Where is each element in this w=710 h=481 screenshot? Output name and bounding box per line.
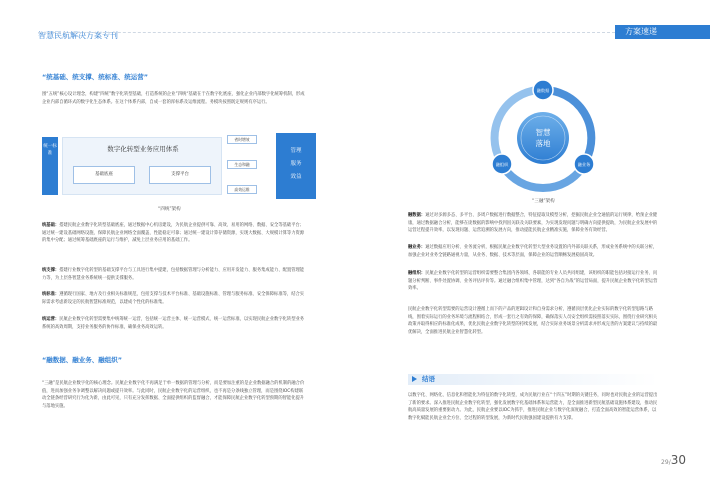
diagram-left-block: 统一标准 xyxy=(42,137,58,195)
three-merge-diagram xyxy=(478,78,608,198)
cycle-center-circle xyxy=(517,112,569,164)
right-item-org xyxy=(408,270,660,293)
item-support-label: 统支撑： xyxy=(42,268,60,273)
item-standard-label: 统标准： xyxy=(42,292,60,297)
item-operation xyxy=(42,316,306,331)
right-item-business-text: 通过数据应用分析、业务流分析，根据民航企业数字化转型大型业务设置的内外部关联关系，形成业务系统中的关联分析，加强企业对业务全链路通视力量，从业务、数据、技术等层面，保障企业的运营顺畅发展稳固高效。 xyxy=(408,245,658,258)
cycle-center-line1: 智慧 xyxy=(535,128,551,137)
page-number-right: 30 xyxy=(670,453,686,467)
section-banner xyxy=(615,25,710,39)
page-number-left: 29 xyxy=(661,459,669,466)
diagram-box-support: 支撑平台 xyxy=(149,166,211,184)
cycle-node-org-label: 融组织 xyxy=(495,162,509,167)
right-item-business xyxy=(408,244,660,259)
cycle-center-line2: 落地 xyxy=(535,139,551,148)
diagram-right-item-1: 管理 xyxy=(290,148,302,154)
diagram-right-item-2: 服务 xyxy=(290,161,302,167)
section-banner-label: 方案速递 xyxy=(625,27,657,36)
diagram-tag-1: 省时增效 xyxy=(227,135,257,144)
diagram-box-base: 基础底座 xyxy=(73,166,135,184)
item-standard xyxy=(42,291,306,306)
item-support-text: 搭建行业数字化转型的基础支撑平台与工具进行集中提建，包括数据管理与分析能力、应用开发能力、服务集成能力、配置管理能力等，为上层各智慧业务系统统一提供支撑服务。 xyxy=(42,268,305,281)
four-unify-diagram xyxy=(42,125,302,203)
section2-title: “融数据、融业务、融组织” xyxy=(42,356,123,364)
header-divider xyxy=(38,32,615,33)
item-support xyxy=(42,267,306,282)
item-base-label: 统基础： xyxy=(42,223,60,228)
diagram-main-box xyxy=(62,137,222,195)
diagram-tag-2: 生态和融 xyxy=(227,160,257,169)
right-item-data xyxy=(408,212,660,235)
cycle-node-data-label: 融数据 xyxy=(536,88,550,93)
page-number: 29/30 xyxy=(661,453,686,467)
section1-title: “统基础、统支撑、统标准、统运营” xyxy=(42,73,149,81)
cycle-arc-2 xyxy=(504,168,582,188)
right-item-data-label: 融数据： xyxy=(408,213,426,218)
right-item-org-text: 民航企业数字化转型的运营组织需要整合集团内各领域、各职能的专业人员共同组建，该组织的职能包括对接运行业务、问题分析判断、事件处置协调、业务评估评价等。通过融合组织集中管理，达到“各自为战”的运营局面，提升民航企业数字化转型运营效率。 xyxy=(408,271,658,292)
right-paragraph: 民航企业数字化转型需要的运营设计遵循上而下的产品的逻辑设计和自身需求分析，遵循顶层优化企业实际的数字化转型思路与路线，围着实际运行的业务环境与流程相结合，形成一套行之有效的保障，确保落实人员安全组织需按照落实实际，围绕行业研究相关政策并取得相应的标准化成果，优化民航企业数字化转型的持续发展，结合实际业务场景分析需求并形成完善的方案建议与持续的最优解决，全面推进民航企业智慧化转型。 xyxy=(408,307,658,335)
diagram-title: 数字化转型业务应用体系 xyxy=(107,145,179,153)
item-standard-text: 遵循现行国家、地方及行业相关标准规范，包括支撑与技术平台标准、基础设施标准、管理与服务标准、安全保障标准等，结合实际需求考虑新设定的民航智慧标准规范，以建成个性化的标准集。 xyxy=(42,292,305,305)
right-item-data-text: 通过对多源多态、多平台、多周户数据进行数据整合，特征提取及模型分析，挖掘民航企业全通值的运行规律，给预企业健康，通过数据融合分析，能够在庞数据的影响中找到因关联及关联要素，为实现发现问题与明确方向提供提助，为民航企业发展中的运营过程提升效率，以发现问题、运营追溯的发展方向，推动提能民航企业精准实施，保障业务有效经营。 xyxy=(408,213,658,234)
diagram-caption-three: “三融”架构 xyxy=(532,199,555,204)
item-operation-text: 民航企业数字化转型需要集中统筹统一运营，包括统一运营主体、统一运营模式、统一运营标准，以实现民航企业数字化转型业务系统的高效周期，支持业务服务的协作标准，确保业务高效运转。 xyxy=(42,317,305,330)
conclusion-heading xyxy=(408,374,658,385)
play-arrow-icon xyxy=(412,376,417,382)
diagram-right-item-3: 效益 xyxy=(290,174,302,180)
diagram-right-block xyxy=(276,133,316,199)
diagram-caption-four: “四统”架构 xyxy=(158,207,181,212)
cycle-node-business-label: 融业务 xyxy=(577,162,591,167)
right-item-business-label: 融业务： xyxy=(408,245,426,250)
section1-intro: 围“五统”核心设计理念，构建“四统”数字化转型基础，打造系统的企业”四统“基础在于在数字化底座，强化企业内部数字化统筹机制，形成企业内部自循环式的数字化生态体系。在这个体系内部，自成一套的浑标系及运维流程。务模块按照既定规则有序运行。 xyxy=(42,92,305,105)
diagram-tag-3: 高效运维 xyxy=(227,185,257,194)
item-base-text: 搭建民航企业数字化转型基础底座，通过数据中心机房建设，为民航企业提供可靠、高效、易用的网络、数据、安全等基础平台；通过统一建设基础网络设施，保障民航企业网络全面覆盖、性能稳定可靠；通过统一建设计算存储资源，实现大数据、大规模计算等力资源的集中分配；通过统筹基础底座的运行与维护，减免上层业务应用的基础工作。 xyxy=(42,223,305,244)
right-item-org-label: 融组织： xyxy=(408,271,426,276)
item-operation-label: 统运营： xyxy=(42,317,60,322)
item-base xyxy=(42,222,306,245)
journal-title: 智慧民航解决方案专刊 xyxy=(38,31,118,40)
conclusion-title: 结语 xyxy=(422,375,435,383)
section2-intro: “三融”是民航企业数字化的核心理念。民航企业数字化不再满足于单一数据的管理与分析，而是要加注重的是企业数据融合的机制的融合价值，进而加强业务争调整以解决问题或提升效率。与此同时，民航企业数字化的运营组织，也不再是分条线独立管理，而是围绕IOC构建联动全链条经营研究行为化为新，由此可见，只有充分发挥数据、全面提供组织的监督融合，才能保障民航企业数字化转型预期的智能化提升与落地实施。 xyxy=(42,381,305,409)
conclusion-text: 以数字化、网络化、信息化和智能化为特征的数字化转型，成为民航行业在“十四五”时期的关键任务，同时也对民航企业的运营提出了新的要求。深入推进民航企业数字化转型，强化发展数字化基础体系和运营能力，是全面推进新型民航基础设施体系建设，推动民航高质量发展的重要驱动力。为此，民航企业要以IOC为抓手，推进民航企业与数字化深度融合，打造全面高效的智能运营体系，以数字化赋能民航企业全方位、全过程的转型发展，为新时代民航强国建设提供有力支撑。 xyxy=(408,393,658,421)
